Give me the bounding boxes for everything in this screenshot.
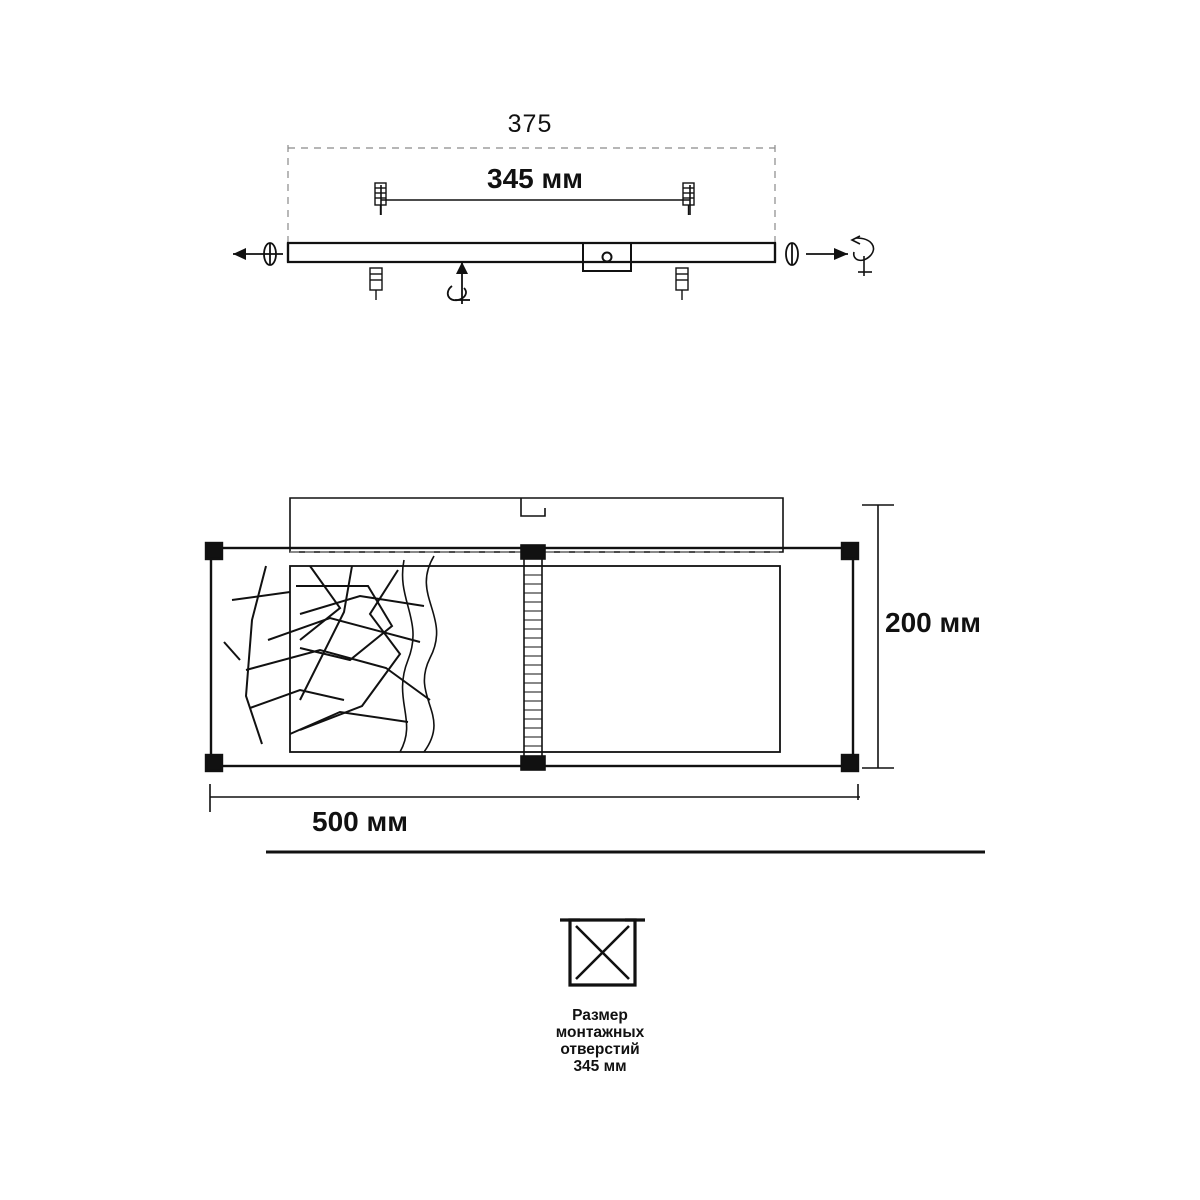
corner-block-bl (206, 755, 222, 771)
bracket-bar (288, 243, 775, 262)
ceiling-plate (290, 498, 783, 552)
bracket-right-hardware (786, 236, 874, 276)
bracket-left-hardware (233, 243, 283, 265)
dimension-label-200: 200 мм (885, 607, 981, 638)
bracket-center-plate (583, 243, 631, 271)
dimension-375-group (288, 145, 775, 252)
note-line-4: 345 мм (573, 1058, 627, 1075)
dimension-label-345: 345 мм (487, 163, 583, 194)
note-line-2: монтажных (555, 1024, 645, 1041)
fixture-front-view (206, 498, 985, 852)
fixture-inner-panel (290, 566, 780, 752)
center-rod (521, 545, 545, 770)
mounting-hole-symbol (560, 920, 645, 985)
corner-block-tr (842, 543, 858, 559)
dimension-label-500: 500 мм (312, 806, 408, 837)
note-line-3: отверстий (560, 1041, 640, 1058)
corner-block-tl (206, 543, 222, 559)
anchor-hook-icon (448, 262, 470, 304)
corner-block-br (842, 755, 858, 771)
mounting-hole-note (470, 1007, 730, 1075)
dowel-left-icon (370, 268, 382, 300)
decor-pattern (224, 566, 430, 744)
note-line-1: Размер (572, 1007, 628, 1024)
dimension-label-375: 375 (507, 110, 553, 138)
screw-top-right-icon (683, 183, 694, 215)
dowel-right-icon (676, 268, 688, 300)
